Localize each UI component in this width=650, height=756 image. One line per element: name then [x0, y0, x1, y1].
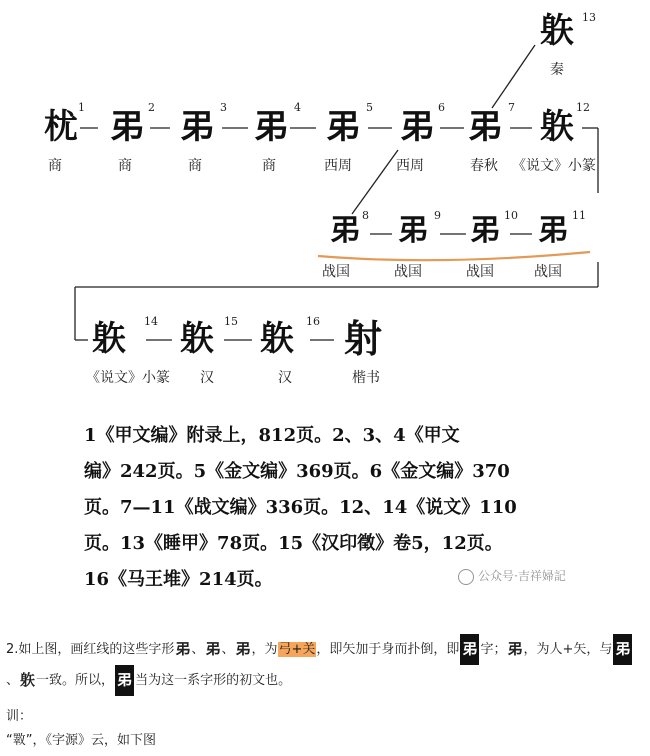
glyph-15: 䠶	[180, 319, 214, 359]
wechat-icon	[458, 569, 474, 585]
text-segment: ，为人+矢，与	[523, 642, 613, 657]
red-underline	[318, 252, 590, 260]
glyph-8: 𢎨	[330, 213, 360, 248]
text-segment: ，即矢加于身而扑倒，即	[316, 642, 460, 657]
source-line: 1《甲文编》附录上，812页。2、3、4《甲文	[84, 425, 460, 446]
glyph-caption-14: 《说文》小篆	[86, 370, 170, 386]
inline-glyph-inverted: 𢎨	[613, 634, 632, 665]
glyph-number-9: 9	[434, 209, 441, 222]
source-line: 页。7—11《战文编》336页。12、14《说文》110	[84, 497, 517, 518]
glyph-number-2: 2	[148, 101, 155, 114]
glyph-number-5: 5	[366, 101, 373, 114]
glyph-16: 䠶	[260, 319, 294, 359]
glyph-number-15: 15	[224, 315, 238, 328]
glyph-7: 𢎨	[468, 107, 502, 147]
watermark	[458, 563, 638, 589]
glyph-caption-13: 秦	[550, 62, 564, 78]
text-segment: 、	[221, 642, 235, 657]
glyph-kaishu: 射	[344, 316, 383, 361]
inline-glyph-inverted: 𢎨	[115, 665, 134, 696]
inline-glyph: 𢎨	[175, 640, 191, 658]
glyph-12: 䠶	[540, 107, 574, 147]
glyph-11: 𢎨	[538, 213, 568, 248]
watermark-text: 公众号·吉祥婦記	[478, 569, 566, 583]
glyph-number-3: 3	[220, 101, 227, 114]
glyph-6: 𢎨	[400, 107, 434, 147]
glyph-caption-1: 商	[48, 158, 62, 174]
glyph-caption-7: 春秋	[470, 158, 498, 174]
paragraph-xun: 训：	[6, 709, 33, 724]
glyph-number-6: 6	[438, 101, 445, 114]
glyph-number-10: 10	[504, 209, 518, 222]
text-segment: ，为	[251, 642, 278, 657]
glyph-number-4: 4	[294, 101, 301, 114]
glyph-number-11: 11	[572, 209, 586, 222]
text-segment: 、	[6, 673, 20, 688]
glyph-number-12: 12	[576, 101, 590, 114]
glyph-caption-12: 《说文》小篆	[512, 158, 596, 174]
glyph-5: 𢎨	[326, 107, 360, 147]
glyph-caption-10: 战国	[466, 264, 494, 280]
inline-glyph: 䠶	[20, 671, 36, 689]
text-segment: 一致。所以，	[36, 673, 115, 688]
glyph-number-1: 1	[78, 101, 85, 114]
paragraph-ziyuan: “斁”，《字源》云，如下图	[6, 733, 156, 748]
inline-glyph-inverted: 𢎨	[460, 634, 479, 665]
glyph-caption-9: 战国	[394, 264, 422, 280]
text-segment: 、	[191, 642, 205, 657]
glyph-caption-11: 战国	[534, 264, 562, 280]
glyph-4: 𢎨	[254, 107, 288, 147]
paragraph-analysis	[6, 634, 644, 696]
glyph-3: 𢎨	[180, 107, 214, 147]
glyph-caption-6: 西周	[396, 158, 424, 174]
glyph-10: 𢎨	[470, 213, 500, 248]
inline-glyph: 𢎨	[507, 640, 523, 658]
glyph-number-16: 16	[306, 315, 320, 328]
glyph-caption-16: 汉	[278, 370, 292, 386]
text-segment: 2.如上图，画红线的这些字形	[6, 642, 175, 657]
glyph-9: 𢎨	[398, 213, 428, 248]
glyph-caption-2: 商	[118, 158, 132, 174]
glyph-caption-5: 西周	[324, 158, 352, 174]
glyph-caption-kaishu: 楷书	[352, 370, 380, 386]
glyph-number-13: 13	[582, 11, 596, 24]
inline-glyph: 𢎨	[235, 640, 251, 658]
glyph-caption-3: 商	[188, 158, 202, 174]
glyph-1: 𣏞	[44, 107, 78, 147]
source-line: 页。13《睡甲》78页。15《汉印徵》卷5，12页。	[84, 533, 503, 554]
glyph-13: 䠶	[540, 11, 574, 51]
glyph-caption-15: 汉	[200, 370, 214, 386]
glyph-number-14: 14	[144, 315, 158, 328]
glyph-number-8: 8	[362, 209, 369, 222]
text-segment: 字；	[480, 642, 507, 657]
glyph-2: 𢎨	[110, 107, 144, 147]
source-line: 16《马王堆》214页。	[84, 569, 273, 590]
source-line: 编》242页。5《金文编》369页。6《金文编》370	[84, 461, 510, 482]
inline-glyph: 𢎨	[205, 640, 221, 658]
glyph-14: 䠶	[92, 319, 126, 359]
glyph-caption-4: 商	[262, 158, 276, 174]
highlighted-text: 弓+关	[278, 642, 316, 657]
text-segment: 当为这一系字形的初文也。	[135, 673, 292, 688]
glyph-caption-8: 战国	[322, 264, 350, 280]
glyph-number-7: 7	[508, 101, 515, 114]
